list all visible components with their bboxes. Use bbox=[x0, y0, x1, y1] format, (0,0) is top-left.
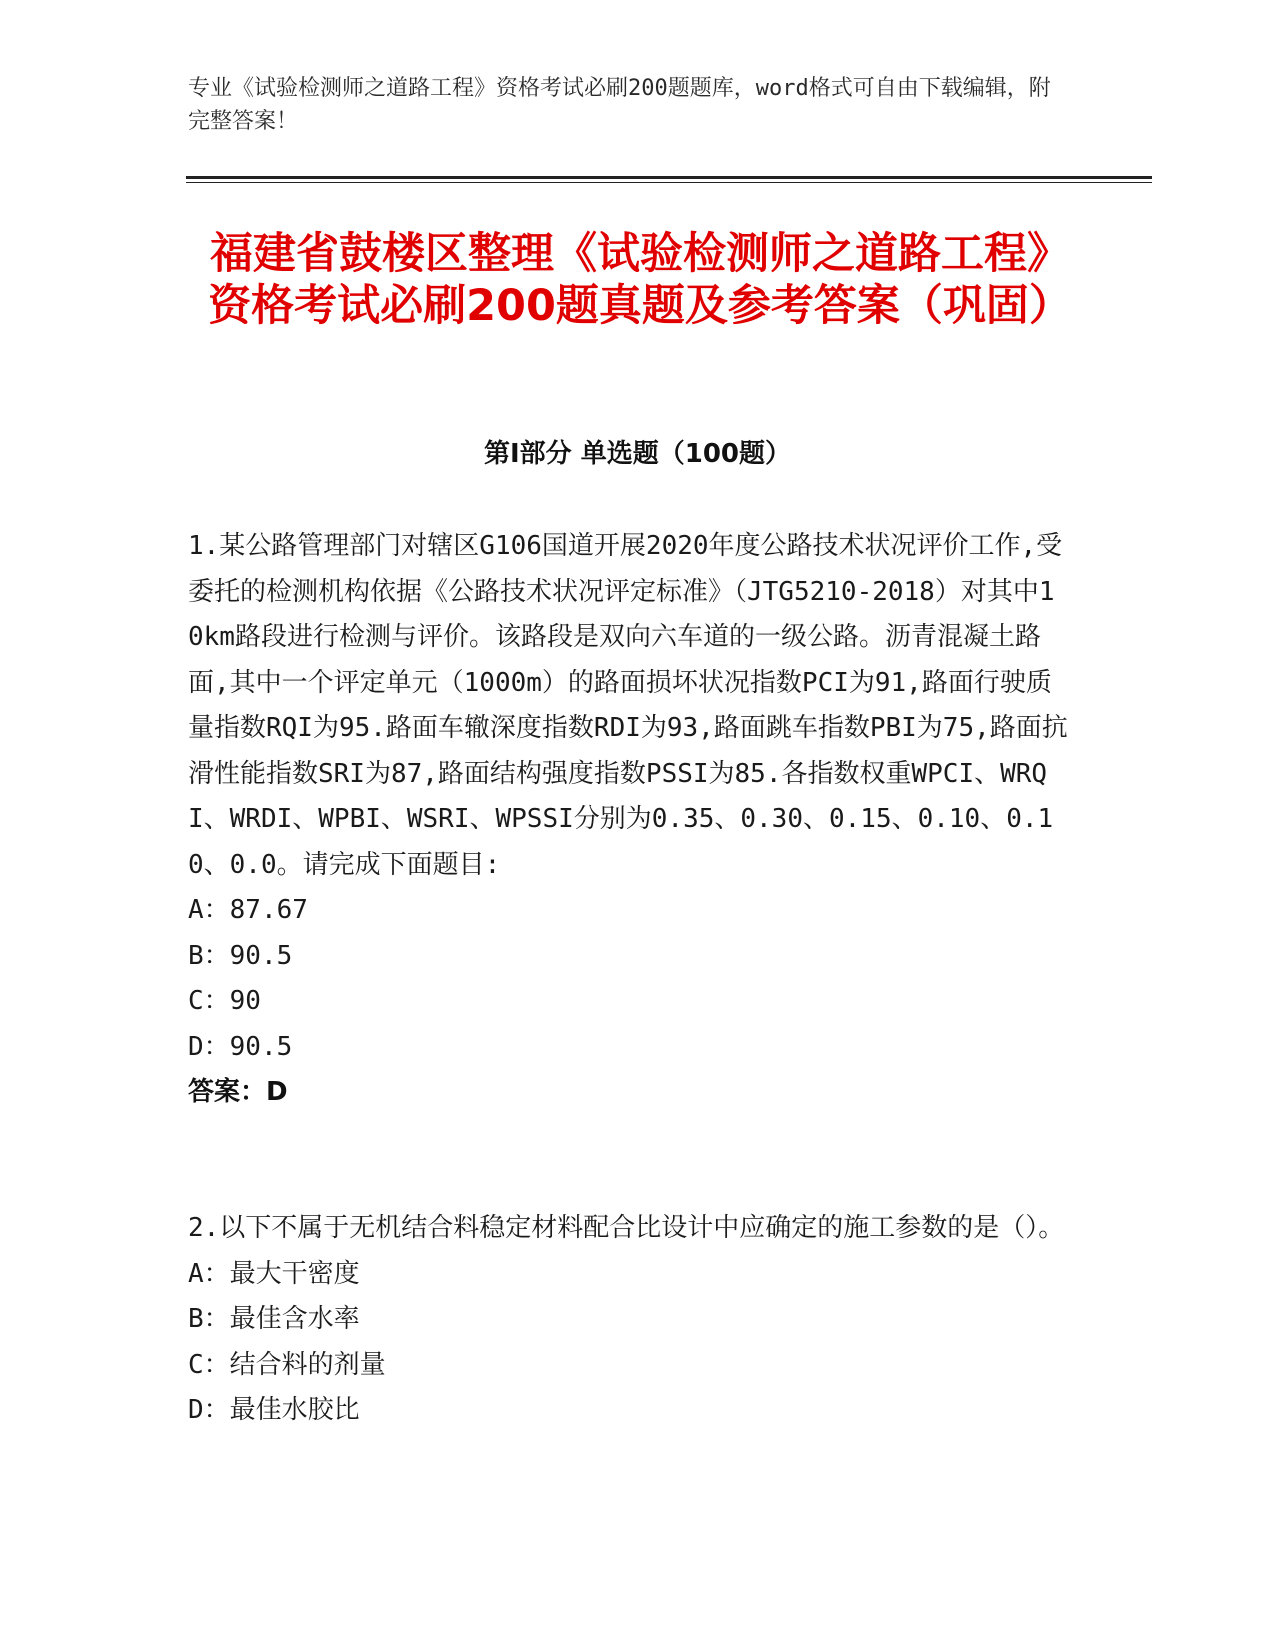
question-2-text: 2.以下不属于无机结合料稳定材料配合比设计中应确定的施工参数的是（）。 bbox=[188, 1213, 1065, 1243]
header-divider-thin bbox=[186, 182, 1152, 183]
question-2 bbox=[188, 1206, 1068, 1434]
question-1 bbox=[188, 524, 1068, 1116]
document-title: 福建省鼓楼区整理《试验检测师之道路工程》资格考试必刷200题真题及参考答案（巩固） bbox=[208, 229, 1072, 331]
header-note: 专业《试验检测师之道路工程》资格考试必刷200题题库，word格式可自由下载编辑，附完整答案！ bbox=[188, 76, 1051, 134]
question-2-option-a: A：最大干密度 bbox=[188, 1258, 360, 1289]
question-1-option-c: C：90 bbox=[188, 986, 261, 1016]
question-2-option-c: C：结合料的剂量 bbox=[188, 1349, 386, 1380]
question-1-text: 1.某公路管理部门对辖区G106国道开展2020年度公路技术状况评价工作,受委托的检测机构依据《公路技术状况评定标准》（JTG5210-2018）对其中10km路段进行检测与评价。该路段是双向六车道的一级公路。沥青混凝土路面,其中一个评定单元（1000m）的路面损坏状况指数PCI为91,路面行驶质量指数RQI为95.路面车辙深度指数RDI为93,路面跳车指数PBI为75,路面抗滑性能指数SRI为87,路面结构强度指数PSSI为85.各指数权重WPCI、WRQI、WRDI、WPBI、WSRI、WPSSI分别为0.35、0.30、0.15、0.10、0.10、0.0。请完成下面题目: bbox=[188, 531, 1068, 880]
header-divider-thick bbox=[186, 176, 1152, 179]
question-2-option-b: B：最佳含水率 bbox=[188, 1304, 360, 1334]
question-1-option-d: D：90.5 bbox=[188, 1031, 293, 1062]
question-1-answer: 答案：D bbox=[188, 1077, 288, 1107]
question-2-option-d: D：最佳水胶比 bbox=[188, 1395, 360, 1425]
section-heading: 第I部分 单选题（100题） bbox=[484, 439, 791, 469]
question-1-option-a: A：87.67 bbox=[188, 895, 308, 925]
question-1-option-b: B：90.5 bbox=[188, 940, 293, 971]
